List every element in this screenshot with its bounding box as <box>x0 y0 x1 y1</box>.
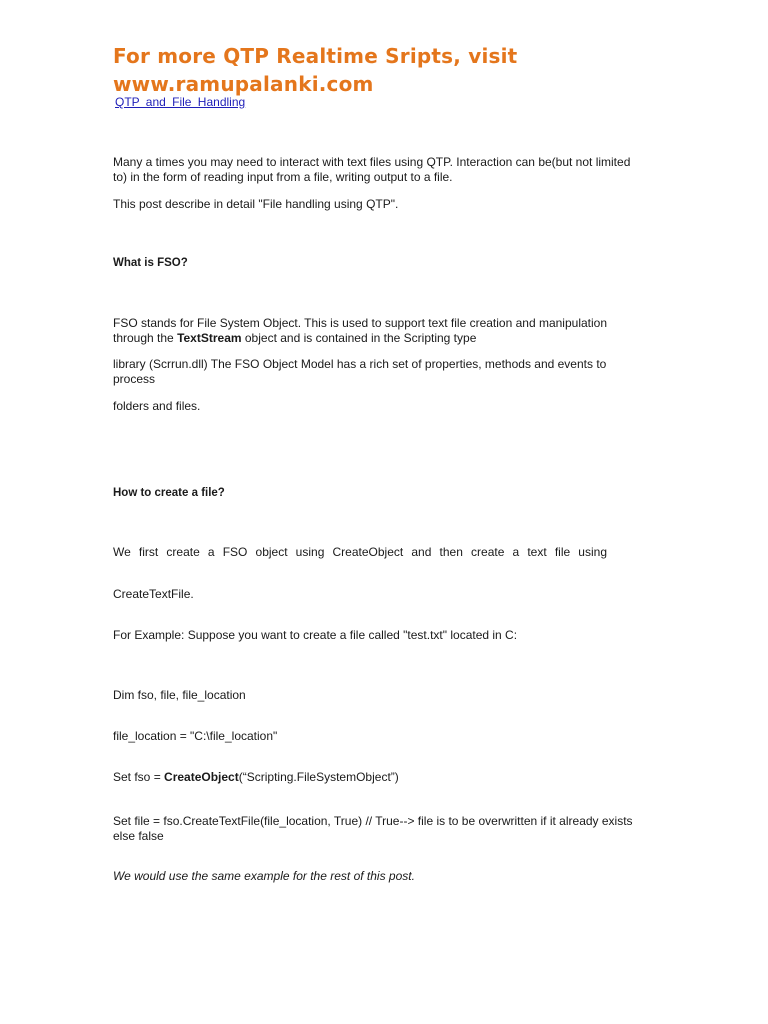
code-line-dim: Dim fso, file, file_location <box>113 688 246 702</box>
intro-paragraph-2: This post describe in detail "File handling using QTP". <box>113 197 399 211</box>
code-set-fso-prefix: Set fso = <box>113 770 165 784</box>
intro-paragraph-1: Many a times you may need to interact with text files using QTP. Interaction can be(but not limited to) in the form of reading input from a file, writing output to a file. <box>113 155 631 184</box>
code-set-fso-suffix: (“Scripting.FileSystemObject”) <box>238 770 399 784</box>
code-line-set-file: Set file = fso.CreateTextFile(file_location, True) // True--> file is to be overwritten if it already exists else false <box>113 814 633 843</box>
create-paragraph-3: For Example: Suppose you want to create a file called "test.txt" located in C: <box>113 628 518 642</box>
qtp-file-handling-link[interactable]: QTP and File Handling <box>115 95 246 109</box>
fso-text-1: FSO stands for File System Object. This is used to support text file creation and manipulation through the <box>113 316 608 345</box>
create-paragraph-1: We first create a FSO object using CreateObject and then create a text file using <box>113 545 607 559</box>
createobject-term: CreateObject <box>164 770 239 784</box>
textstream-term: TextStream <box>177 331 242 345</box>
heading-what-is-fso: What is FSO? <box>113 257 188 269</box>
fso-text-2: object and is contained in the Scripting type <box>241 331 477 345</box>
title-line-2: www.ramupalanki.com <box>113 72 374 96</box>
fso-paragraph-3: folders and files. <box>113 399 201 413</box>
fso-paragraph-1 <box>113 316 643 346</box>
title-line-1: For more QTP Realtime Sripts, visit <box>113 44 518 68</box>
code-line-file-location: file_location = "C:\file_location" <box>113 729 278 743</box>
heading-how-to-create-file: How to create a file? <box>113 487 225 499</box>
create-paragraph-2: CreateTextFile. <box>113 587 194 601</box>
page-title <box>113 42 673 98</box>
fso-paragraph-2: library (Scrrun.dll) The FSO Object Model has a rich set of properties, methods and events to process <box>113 357 607 386</box>
example-note: We would use the same example for the rest of this post. <box>113 869 415 883</box>
code-line-set-fso <box>113 770 643 785</box>
